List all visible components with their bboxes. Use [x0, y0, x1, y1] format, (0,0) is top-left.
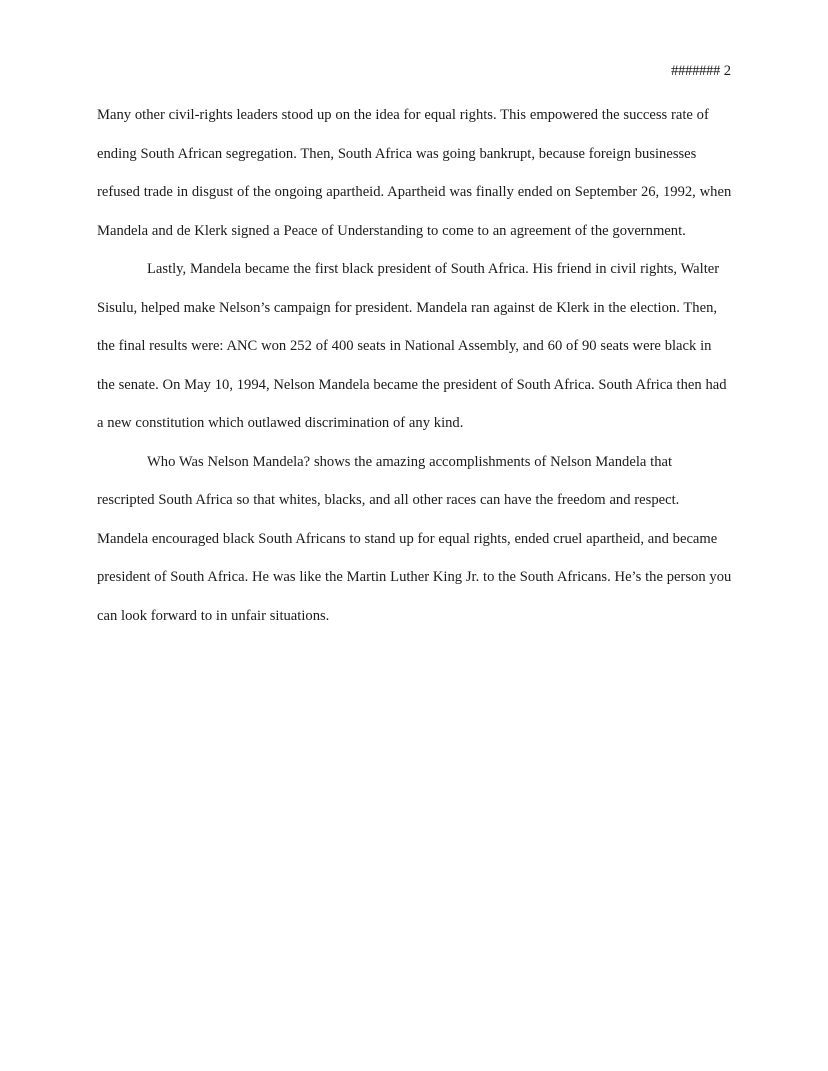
paragraph-continuation: Many other civil-rights leaders stood up on the idea for equal rights. This empowered the success rate of ending South African segregation. Then, South Africa was going bankrupt, because foreign businesses refused trade in disgust of the ongoing apartheid. Apartheid was finally ended on September 26, 1992, when Mandela and de Klerk signed a Peace of Understanding to come to an agreement of the government. [97, 107, 732, 239]
redacted-author-name: ####### [670, 63, 720, 79]
paragraph-presidency: Lastly, Mandela became the first black president of South Africa. His friend in civil rights, Walter Sisulu, helped make Nelson’s campaign for president. Mandela ran against de Klerk in the election. Then, the final results were: ANC won 252 of 400 seats in National Assembly, and 60 of 90 seats were black in the senate. On May 10, 1994, Nelson Mandela became the president of South Africa. South Africa then had a new constitution which outlawed discrimination of any kind. [97, 261, 727, 431]
page-number: 2 [723, 63, 731, 79]
paragraph-conclusion: Who Was Nelson Mandela? shows the amazing accomplishments of Nelson Mandela that rescripted South Africa so that whites, blacks, and all other races can have the freedom and respect. Mandela encouraged black South Africans to stand up for equal rights, ended cruel apartheid, and became president of South Africa. He was like the Martin Luther King Jr. to the South Africans. He’s the person you can look forward to in unfair situations. [97, 453, 732, 624]
body-text [97, 96, 733, 635]
running-header [97, 44, 731, 98]
